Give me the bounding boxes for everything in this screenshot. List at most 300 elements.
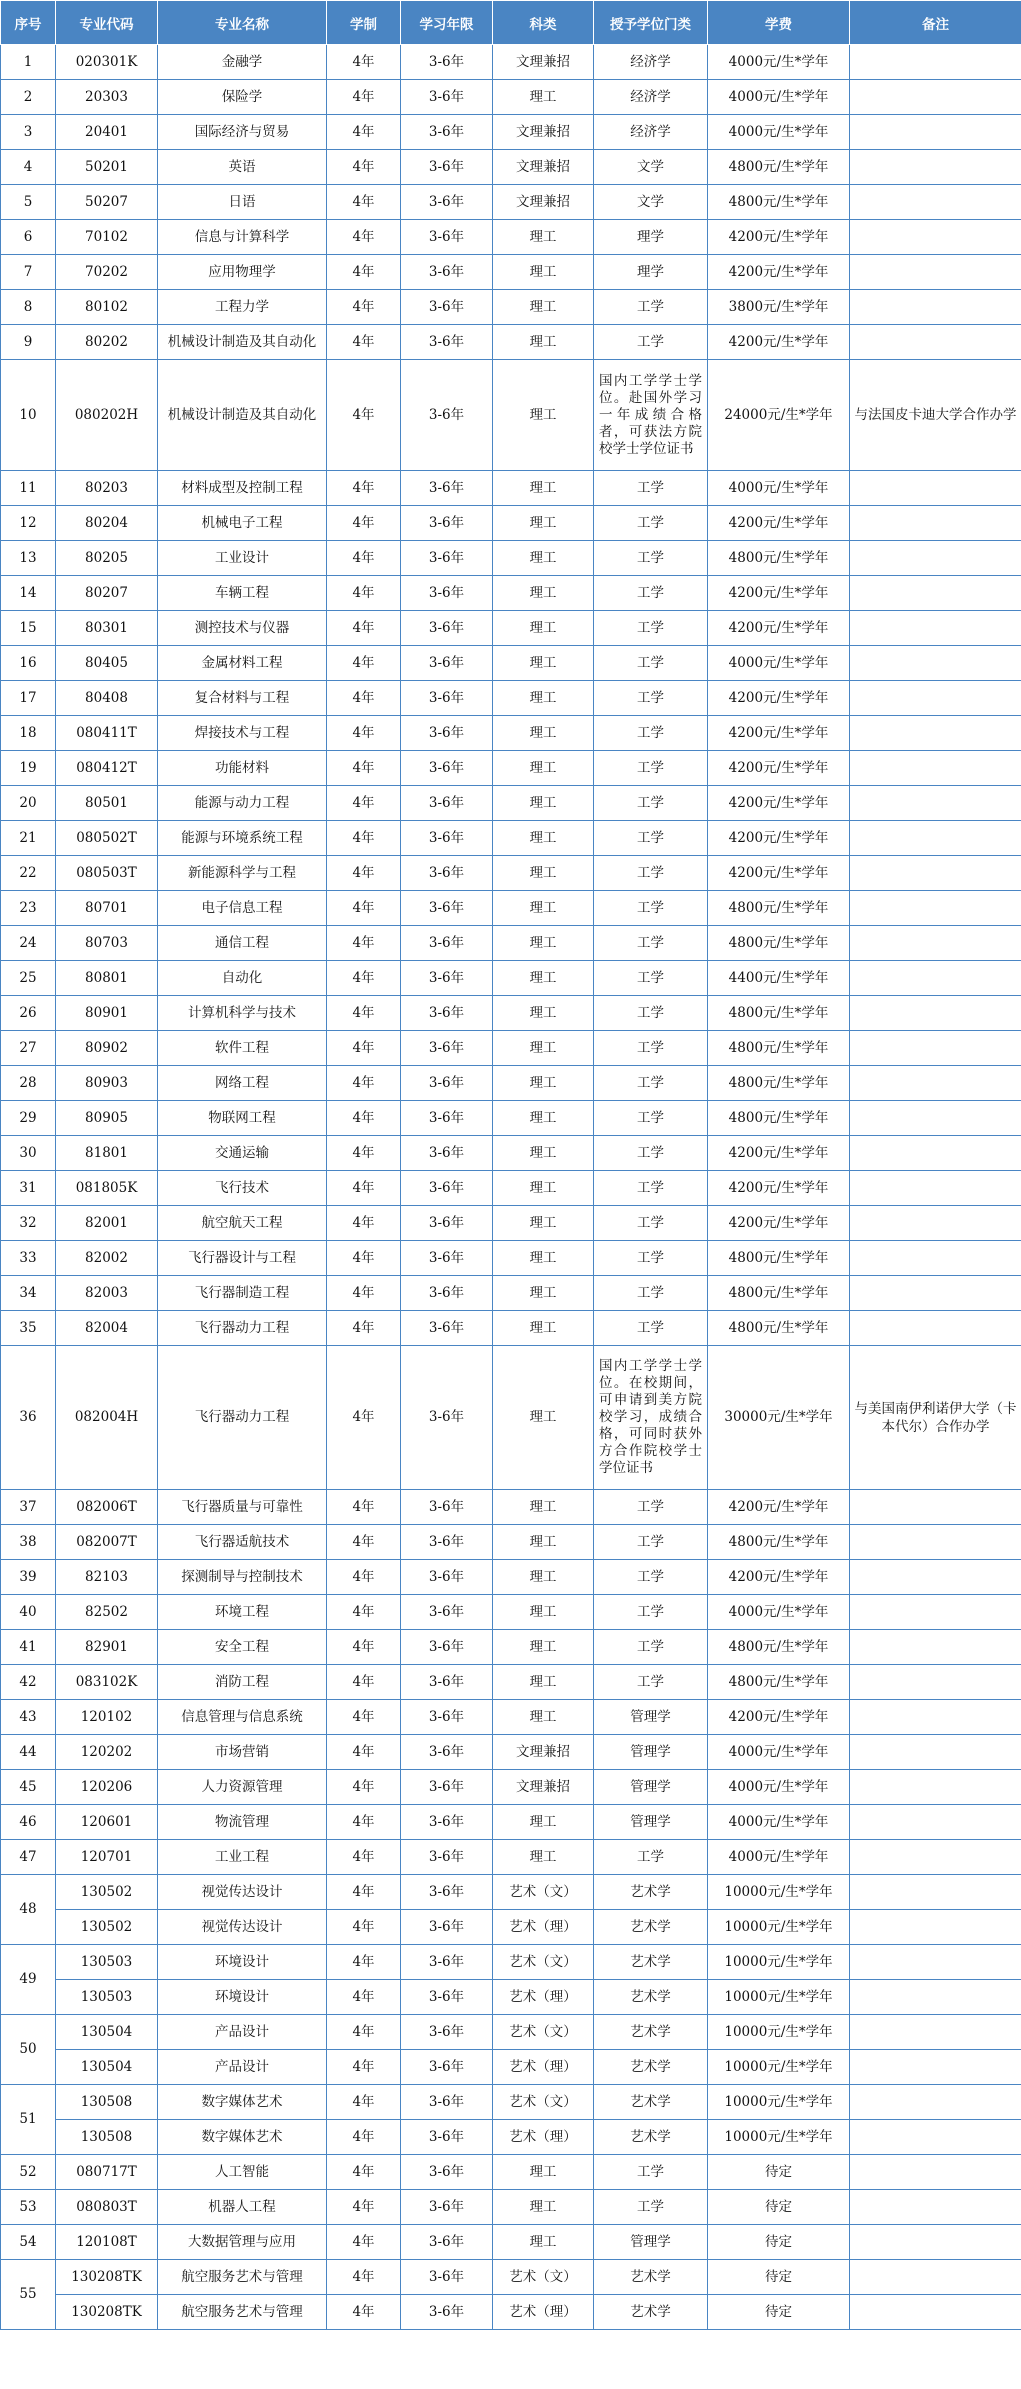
cell-category: 理工 — [493, 716, 594, 751]
cell-name: 信息与计算科学 — [158, 220, 327, 255]
cell-degree: 工学 — [594, 2190, 708, 2225]
cell-seq: 22 — [1, 856, 56, 891]
cell-name: 视觉传达设计 — [158, 1910, 327, 1945]
cell-seq: 54 — [1, 2225, 56, 2260]
cell-seq: 17 — [1, 681, 56, 716]
cell-study-years: 3-6年 — [401, 506, 493, 541]
table-row — [1, 681, 1021, 716]
cell-category: 理工 — [493, 751, 594, 786]
cell-code: 81801 — [56, 1136, 158, 1171]
cell-study-years: 3-6年 — [401, 2295, 493, 2330]
cell-code: 80801 — [56, 961, 158, 996]
cell-code: 80202 — [56, 325, 158, 360]
cell-duration: 4年 — [327, 255, 401, 290]
cell-category: 理工 — [493, 1630, 594, 1665]
cell-degree: 工学 — [594, 1560, 708, 1595]
cell-duration: 4年 — [327, 1630, 401, 1665]
cell-note — [850, 2015, 1021, 2050]
cell-note — [850, 2295, 1021, 2330]
cell-duration: 4年 — [327, 786, 401, 821]
cell-note — [850, 1665, 1021, 1700]
table-row — [1, 1101, 1021, 1136]
cell-study-years: 3-6年 — [401, 2085, 493, 2120]
cell-category: 理工 — [493, 926, 594, 961]
cell-degree: 艺术学 — [594, 1980, 708, 2015]
cell-seq: 9 — [1, 325, 56, 360]
cell-study-years: 3-6年 — [401, 2155, 493, 2190]
note-text: 与美国南伊利诺伊大学（卡本代尔）合作办学 — [854, 1400, 1017, 1435]
cell-code: 82004 — [56, 1311, 158, 1346]
cell-code: 80301 — [56, 611, 158, 646]
cell-name: 车辆工程 — [158, 576, 327, 611]
cell-code: 80408 — [56, 681, 158, 716]
cell-note — [850, 1595, 1021, 1630]
table-row — [1, 1665, 1021, 1700]
header-note: 备注 — [850, 1, 1021, 45]
cell-note — [850, 150, 1021, 185]
table-row — [1, 1840, 1021, 1875]
cell-degree: 管理学 — [594, 1735, 708, 1770]
cell-fee: 待定 — [708, 2295, 850, 2330]
cell-degree: 工学 — [594, 611, 708, 646]
cell-study-years: 3-6年 — [401, 290, 493, 325]
cell-degree: 工学 — [594, 576, 708, 611]
cell-name: 工业设计 — [158, 541, 327, 576]
table-row — [1, 150, 1021, 185]
cell-degree: 工学 — [594, 1276, 708, 1311]
cell-category: 理工 — [493, 2155, 594, 2190]
cell-seq: 2 — [1, 80, 56, 115]
cell-note — [850, 2260, 1021, 2295]
cell-code: 020301K — [56, 45, 158, 80]
cell-category: 理工 — [493, 471, 594, 506]
cell-degree: 艺术学 — [594, 2085, 708, 2120]
cell-name: 网络工程 — [158, 1066, 327, 1101]
cell-duration: 4年 — [327, 290, 401, 325]
cell-fee: 4800元/生*学年 — [708, 1630, 850, 1665]
cell-code: 80703 — [56, 926, 158, 961]
cell-study-years: 3-6年 — [401, 1735, 493, 1770]
cell-note — [850, 290, 1021, 325]
cell-category: 文理兼招 — [493, 185, 594, 220]
cell-name: 机器人工程 — [158, 2190, 327, 2225]
cell-fee: 4800元/生*学年 — [708, 996, 850, 1031]
cell-note — [850, 80, 1021, 115]
header-seq: 序号 — [1, 1, 56, 45]
cell-category: 理工 — [493, 576, 594, 611]
cell-study-years: 3-6年 — [401, 926, 493, 961]
cell-note — [850, 1770, 1021, 1805]
cell-note — [850, 1700, 1021, 1735]
table-row — [1, 290, 1021, 325]
table-row — [1, 856, 1021, 891]
cell-seq: 38 — [1, 1525, 56, 1560]
cell-fee: 4000元/生*学年 — [708, 45, 850, 80]
cell-code: 120601 — [56, 1805, 158, 1840]
cell-duration: 4年 — [327, 2190, 401, 2225]
cell-category: 理工 — [493, 1840, 594, 1875]
cell-name: 机械设计制造及其自动化 — [158, 360, 327, 471]
cell-code: 50201 — [56, 150, 158, 185]
cell-degree: 经济学 — [594, 115, 708, 150]
cell-category: 理工 — [493, 1031, 594, 1066]
header-study-years: 学习年限 — [401, 1, 493, 45]
cell-seq: 26 — [1, 996, 56, 1031]
cell-name: 工程力学 — [158, 290, 327, 325]
cell-degree: 工学 — [594, 961, 708, 996]
table-row — [1, 1770, 1021, 1805]
cell-seq: 11 — [1, 471, 56, 506]
table-row — [1, 1700, 1021, 1735]
cell-duration: 4年 — [327, 1136, 401, 1171]
cell-study-years: 3-6年 — [401, 1630, 493, 1665]
cell-code: 80205 — [56, 541, 158, 576]
cell-note — [850, 2190, 1021, 2225]
table-row — [1, 716, 1021, 751]
table-row — [1, 2295, 1021, 2330]
cell-degree — [594, 360, 708, 471]
table-row — [1, 471, 1021, 506]
cell-category: 理工 — [493, 646, 594, 681]
cell-seq: 35 — [1, 1311, 56, 1346]
cell-degree: 工学 — [594, 1171, 708, 1206]
cell-study-years: 3-6年 — [401, 1136, 493, 1171]
cell-degree: 工学 — [594, 1101, 708, 1136]
cell-category: 理工 — [493, 1805, 594, 1840]
cell-fee: 待定 — [708, 2155, 850, 2190]
cell-code: 120102 — [56, 1700, 158, 1735]
cell-duration: 4年 — [327, 1700, 401, 1735]
table-row — [1, 2225, 1021, 2260]
cell-name: 大数据管理与应用 — [158, 2225, 327, 2260]
cell-name: 飞行器适航技术 — [158, 1525, 327, 1560]
cell-category: 理工 — [493, 1136, 594, 1171]
cell-code: 50207 — [56, 185, 158, 220]
cell-duration: 4年 — [327, 506, 401, 541]
cell-duration: 4年 — [327, 1665, 401, 1700]
cell-study-years: 3-6年 — [401, 1346, 493, 1490]
cell-category: 文理兼招 — [493, 115, 594, 150]
cell-note — [850, 1276, 1021, 1311]
cell-name: 能源与动力工程 — [158, 786, 327, 821]
cell-degree: 工学 — [594, 541, 708, 576]
cell-degree: 工学 — [594, 996, 708, 1031]
cell-name: 交通运输 — [158, 1136, 327, 1171]
cell-fee: 4200元/生*学年 — [708, 325, 850, 360]
cell-note — [850, 681, 1021, 716]
cell-degree: 艺术学 — [594, 2050, 708, 2085]
cell-code: 080202H — [56, 360, 158, 471]
cell-seq: 48 — [1, 1875, 56, 1945]
note-text: 与法国皮卡迪大学合作办学 — [854, 407, 1017, 423]
cell-category: 文理兼招 — [493, 1770, 594, 1805]
table-row — [1, 1945, 1021, 1980]
cell-duration: 4年 — [327, 1171, 401, 1206]
cell-note — [850, 1840, 1021, 1875]
cell-note — [850, 646, 1021, 681]
cell-seq: 25 — [1, 961, 56, 996]
cell-duration: 4年 — [327, 961, 401, 996]
cell-fee: 4200元/生*学年 — [708, 1206, 850, 1241]
cell-seq: 39 — [1, 1560, 56, 1595]
cell-fee: 4000元/生*学年 — [708, 1805, 850, 1840]
cell-duration: 4年 — [327, 115, 401, 150]
cell-fee: 10000元/生*学年 — [708, 2085, 850, 2120]
cell-study-years: 3-6年 — [401, 220, 493, 255]
cell-study-years: 3-6年 — [401, 2050, 493, 2085]
table-row — [1, 1276, 1021, 1311]
table-row — [1, 2120, 1021, 2155]
cell-seq: 27 — [1, 1031, 56, 1066]
cell-name: 通信工程 — [158, 926, 327, 961]
cell-category: 理工 — [493, 996, 594, 1031]
cell-duration: 4年 — [327, 1595, 401, 1630]
cell-category: 理工 — [493, 255, 594, 290]
cell-note — [850, 1136, 1021, 1171]
table-row — [1, 220, 1021, 255]
cell-category: 理工 — [493, 1700, 594, 1735]
cell-duration: 4年 — [327, 2155, 401, 2190]
cell-duration: 4年 — [327, 856, 401, 891]
table-row — [1, 2050, 1021, 2085]
cell-seq: 32 — [1, 1206, 56, 1241]
cell-code: 82901 — [56, 1630, 158, 1665]
cell-category: 理工 — [493, 220, 594, 255]
cell-note — [850, 1311, 1021, 1346]
cell-code: 080502T — [56, 821, 158, 856]
cell-degree — [594, 1346, 708, 1490]
cell-fee: 4800元/生*学年 — [708, 1311, 850, 1346]
cell-code: 130502 — [56, 1875, 158, 1910]
cell-duration: 4年 — [327, 1311, 401, 1346]
cell-fee: 4200元/生*学年 — [708, 786, 850, 821]
cell-fee: 4200元/生*学年 — [708, 716, 850, 751]
cell-degree: 工学 — [594, 891, 708, 926]
cell-category: 理工 — [493, 1665, 594, 1700]
cell-category: 艺术（文） — [493, 2260, 594, 2295]
cell-degree: 管理学 — [594, 2225, 708, 2260]
cell-fee: 24000元/生*学年 — [708, 360, 850, 471]
header-name: 专业名称 — [158, 1, 327, 45]
cell-note — [850, 360, 1021, 471]
cell-name: 物流管理 — [158, 1805, 327, 1840]
cell-code: 130208TK — [56, 2260, 158, 2295]
cell-fee: 4200元/生*学年 — [708, 611, 850, 646]
table-row — [1, 115, 1021, 150]
cell-note — [850, 821, 1021, 856]
cell-fee: 4000元/生*学年 — [708, 1770, 850, 1805]
table-row — [1, 2190, 1021, 2225]
cell-note — [850, 1031, 1021, 1066]
cell-seq: 34 — [1, 1276, 56, 1311]
cell-study-years: 3-6年 — [401, 2190, 493, 2225]
cell-seq: 47 — [1, 1840, 56, 1875]
cell-study-years: 3-6年 — [401, 681, 493, 716]
table-row — [1, 80, 1021, 115]
cell-fee: 4200元/生*学年 — [708, 821, 850, 856]
cell-name: 能源与环境系统工程 — [158, 821, 327, 856]
degree-text: 国内工学学士学位。赴国外学习一年成绩合格者，可获法方院校学士学位证书 — [599, 372, 702, 457]
cell-seq: 42 — [1, 1665, 56, 1700]
cell-degree: 工学 — [594, 2155, 708, 2190]
header-row — [1, 1, 1021, 45]
cell-code: 80905 — [56, 1101, 158, 1136]
cell-code: 82103 — [56, 1560, 158, 1595]
cell-name: 数字媒体艺术 — [158, 2085, 327, 2120]
cell-duration: 4年 — [327, 1980, 401, 2015]
cell-degree: 工学 — [594, 290, 708, 325]
cell-code: 80405 — [56, 646, 158, 681]
cell-name: 机械设计制造及其自动化 — [158, 325, 327, 360]
table-row — [1, 611, 1021, 646]
cell-category: 理工 — [493, 1311, 594, 1346]
cell-category: 艺术（理） — [493, 1910, 594, 1945]
table-row — [1, 2085, 1021, 2120]
cell-note — [850, 1525, 1021, 1560]
cell-study-years: 3-6年 — [401, 541, 493, 576]
cell-seq: 8 — [1, 290, 56, 325]
cell-degree: 工学 — [594, 1840, 708, 1875]
cell-category: 艺术（文） — [493, 2015, 594, 2050]
cell-code: 70102 — [56, 220, 158, 255]
cell-fee: 4400元/生*学年 — [708, 961, 850, 996]
cell-degree: 管理学 — [594, 1700, 708, 1735]
cell-category: 理工 — [493, 290, 594, 325]
cell-category: 理工 — [493, 821, 594, 856]
cell-degree: 管理学 — [594, 1770, 708, 1805]
cell-category: 艺术（文） — [493, 2085, 594, 2120]
table-row — [1, 786, 1021, 821]
cell-fee: 4200元/生*学年 — [708, 255, 850, 290]
cell-name: 视觉传达设计 — [158, 1875, 327, 1910]
cell-seq: 43 — [1, 1700, 56, 1735]
cell-category: 理工 — [493, 1276, 594, 1311]
cell-category: 理工 — [493, 506, 594, 541]
cell-duration: 4年 — [327, 821, 401, 856]
cell-duration: 4年 — [327, 2225, 401, 2260]
cell-study-years: 3-6年 — [401, 646, 493, 681]
cell-note — [850, 2050, 1021, 2085]
table-row — [1, 360, 1021, 471]
cell-code: 130504 — [56, 2015, 158, 2050]
cell-category: 理工 — [493, 786, 594, 821]
cell-duration: 4年 — [327, 1276, 401, 1311]
table-row — [1, 1346, 1021, 1490]
cell-study-years: 3-6年 — [401, 961, 493, 996]
cell-name: 软件工程 — [158, 1031, 327, 1066]
cell-note — [850, 541, 1021, 576]
table-row — [1, 45, 1021, 80]
cell-seq: 55 — [1, 2260, 56, 2330]
cell-duration: 4年 — [327, 1490, 401, 1525]
table-row — [1, 821, 1021, 856]
cell-fee: 4000元/生*学年 — [708, 646, 850, 681]
cell-name: 人力资源管理 — [158, 1770, 327, 1805]
cell-name: 测控技术与仪器 — [158, 611, 327, 646]
cell-degree: 工学 — [594, 1031, 708, 1066]
cell-category: 理工 — [493, 1241, 594, 1276]
cell-study-years: 3-6年 — [401, 1311, 493, 1346]
cell-code: 083102K — [56, 1665, 158, 1700]
cell-duration: 4年 — [327, 611, 401, 646]
cell-duration: 4年 — [327, 185, 401, 220]
cell-note — [850, 506, 1021, 541]
cell-seq: 36 — [1, 1346, 56, 1490]
cell-fee: 4000元/生*学年 — [708, 1735, 850, 1770]
cell-degree: 文学 — [594, 150, 708, 185]
cell-duration: 4年 — [327, 1735, 401, 1770]
cell-note — [850, 220, 1021, 255]
cell-study-years: 3-6年 — [401, 1665, 493, 1700]
cell-category: 艺术（理） — [493, 2295, 594, 2330]
cell-duration: 4年 — [327, 891, 401, 926]
cell-code: 80204 — [56, 506, 158, 541]
header-duration: 学制 — [327, 1, 401, 45]
cell-duration: 4年 — [327, 1206, 401, 1241]
cell-name: 复合材料与工程 — [158, 681, 327, 716]
cell-category: 理工 — [493, 1490, 594, 1525]
cell-name: 环境设计 — [158, 1980, 327, 2015]
cell-name: 飞行器动力工程 — [158, 1311, 327, 1346]
cell-fee: 4800元/生*学年 — [708, 150, 850, 185]
cell-code: 130508 — [56, 2120, 158, 2155]
cell-fee: 10000元/生*学年 — [708, 1875, 850, 1910]
cell-name: 飞行器质量与可靠性 — [158, 1490, 327, 1525]
table-row — [1, 961, 1021, 996]
cell-name: 飞行器设计与工程 — [158, 1241, 327, 1276]
cell-fee: 4800元/生*学年 — [708, 1101, 850, 1136]
cell-name: 人工智能 — [158, 2155, 327, 2190]
cell-name: 英语 — [158, 150, 327, 185]
cell-study-years: 3-6年 — [401, 2120, 493, 2155]
table-row — [1, 1311, 1021, 1346]
table-row — [1, 1066, 1021, 1101]
cell-seq: 3 — [1, 115, 56, 150]
cell-seq: 23 — [1, 891, 56, 926]
cell-name: 飞行技术 — [158, 1171, 327, 1206]
table-row — [1, 2260, 1021, 2295]
table-row — [1, 255, 1021, 290]
cell-fee: 10000元/生*学年 — [708, 2050, 850, 2085]
cell-category: 文理兼招 — [493, 150, 594, 185]
cell-degree: 工学 — [594, 1665, 708, 1700]
cell-study-years: 3-6年 — [401, 611, 493, 646]
cell-seq: 20 — [1, 786, 56, 821]
cell-study-years: 3-6年 — [401, 1770, 493, 1805]
cell-duration: 4年 — [327, 2015, 401, 2050]
cell-category: 理工 — [493, 891, 594, 926]
cell-note — [850, 786, 1021, 821]
cell-duration: 4年 — [327, 1346, 401, 1490]
cell-degree: 工学 — [594, 786, 708, 821]
cell-degree: 工学 — [594, 681, 708, 716]
cell-duration: 4年 — [327, 751, 401, 786]
cell-seq: 46 — [1, 1805, 56, 1840]
cell-study-years: 3-6年 — [401, 471, 493, 506]
table-row — [1, 1171, 1021, 1206]
cell-degree: 理学 — [594, 255, 708, 290]
cell-fee: 4800元/生*学年 — [708, 1276, 850, 1311]
cell-seq: 52 — [1, 2155, 56, 2190]
cell-degree: 工学 — [594, 1206, 708, 1241]
cell-study-years: 3-6年 — [401, 1101, 493, 1136]
cell-name: 飞行器动力工程 — [158, 1346, 327, 1490]
table-row — [1, 1980, 1021, 2015]
cell-study-years: 3-6年 — [401, 1875, 493, 1910]
cell-code: 80902 — [56, 1031, 158, 1066]
degree-text: 国内工学学士学位。在校期间，可申请到美方院校学习，成绩合格，可同时获外方合作院校学士学位证书 — [599, 1358, 702, 1476]
cell-fee: 10000元/生*学年 — [708, 2120, 850, 2155]
